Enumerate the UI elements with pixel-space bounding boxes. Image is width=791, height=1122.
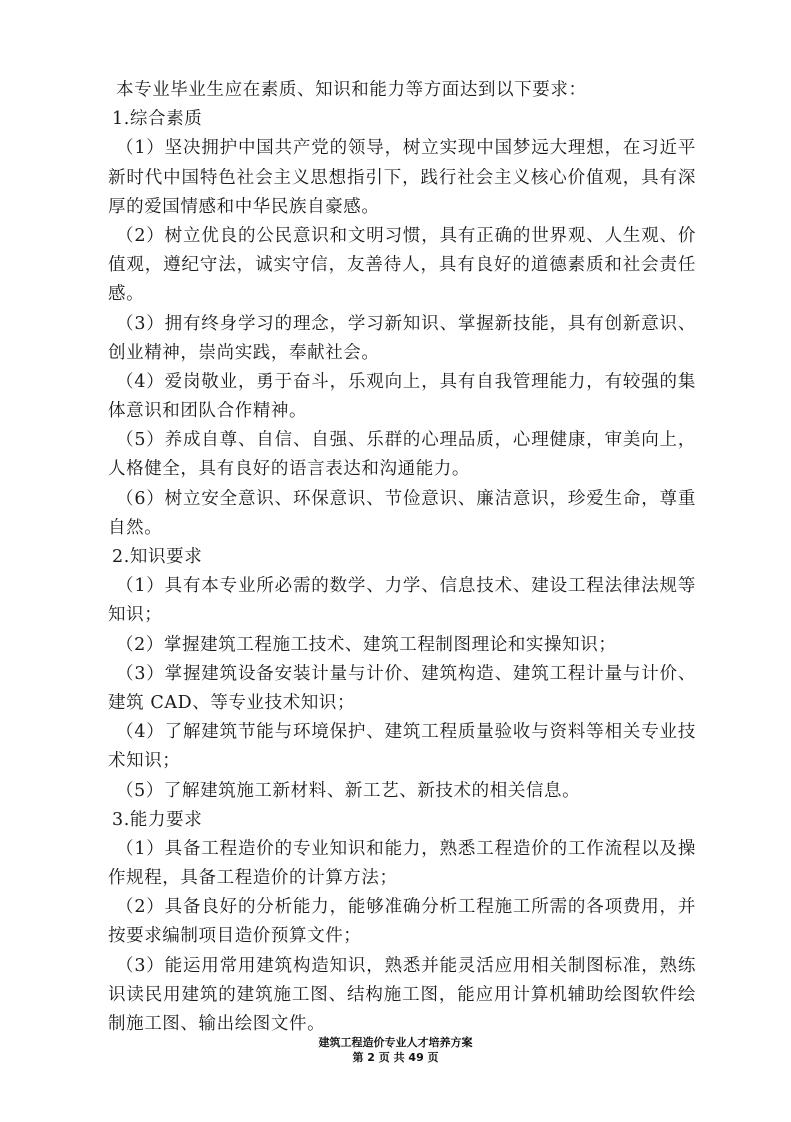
paragraph-line: 创业精神，崇尚实践，奉献社会。 — [108, 342, 380, 363]
paragraph-line: （3）能运用常用建筑构造知识，熟悉并能灵活应用相关制图标准，熟练 — [116, 955, 696, 976]
paragraph-line: 人格健全，具有良好的语言表达和沟通能力。 — [108, 459, 470, 480]
paragraph-line: （5）养成自尊、自信、自强、乐群的心理品质，心理健康，审美向上， — [116, 430, 696, 451]
section-heading: 1.综合素质 — [112, 109, 203, 130]
paragraph-line: 作规程，具备工程造价的计算方法； — [108, 868, 398, 889]
paragraph-line: （5）了解建筑施工新材料、新工艺、新技术的相关信息。 — [116, 780, 581, 801]
intro-line: 本专业毕业生应在素质、知识和能力等方面达到以下要求： — [116, 80, 587, 100]
paragraph-line: （4）了解建筑节能与环境保护、建筑工程质量验收与资料等相关专业技 — [116, 722, 696, 743]
paragraph-line: 按要求编制项目造价预算文件； — [108, 926, 362, 947]
paragraph-line: （2）具备良好的分析能力，能够准确分析工程施工所需的各项费用，并 — [116, 897, 696, 918]
paragraph-line: 建筑 CAD、等专业技术知识； — [108, 692, 356, 713]
paragraph-line: （3）掌握建筑设备安装计量与计价、建筑构造、建筑工程计量与计价、 — [116, 663, 696, 684]
paragraph-line: 厚的爱国情感和中华民族自豪感。 — [108, 196, 380, 217]
paragraph-line: （1）坚决拥护中国共产党的领导，树立实现中国梦远大理想，在习近平 — [116, 138, 696, 159]
paragraph-line: （1）具有本专业所必需的数学、力学、信息技术、建设工程法律法规等 — [116, 576, 696, 597]
paragraph-line: （2）掌握建筑工程施工技术、建筑工程制图理论和实操知识； — [116, 634, 617, 655]
paragraph-line: 术知识； — [108, 751, 181, 772]
paragraph-line: （4）爱岗敬业，勇于奋斗，乐观向上，具有自我管理能力，有较强的集 — [116, 371, 696, 392]
section-heading: 3.能力要求 — [112, 809, 203, 830]
paragraph-line: 识读民用建筑的建筑施工图、结构施工图，能应用计算机辅助绘图软件绘 — [108, 984, 696, 1005]
paragraph-line: 值观，遵纪守法，诚实守信，友善待人，具有良好的道德素质和社会责任 — [108, 255, 696, 276]
footer-page-number: 第 2 页 共 49 页 — [352, 1051, 439, 1064]
paragraph-line: 新时代中国特色社会主义思想指引下，践行社会主义核心价值观，具有深 — [108, 167, 696, 188]
document-body — [108, 76, 696, 1039]
paragraph-line: 体意识和团队合作精神。 — [108, 401, 308, 422]
section-heading: 2.知识要求 — [112, 547, 203, 567]
paragraph-line: （3）拥有终身学习的理念，学习新知识、掌握新技能，具有创新意识、 — [116, 313, 696, 334]
paragraph-line: （2）树立优良的公民意识和文明习惯，具有正确的世界观、人生观、价 — [116, 225, 696, 246]
paragraph-line: 知识； — [108, 605, 163, 626]
paragraph-line: （6）树立安全意识、环保意识、节俭意识、廉洁意识，珍爱生命，尊重 — [116, 488, 696, 509]
paragraph-line: 自然。 — [108, 517, 163, 538]
paragraph-line: 感。 — [108, 284, 145, 305]
footer-title: 建筑工程造价专业人才培养方案 — [318, 1036, 473, 1049]
paragraph-line: 制施工图、输出绘图文件。 — [108, 1014, 326, 1034]
paragraph-line: （1）具备工程造价的专业知识和能力，熟悉工程造价的工作流程以及操 — [116, 838, 696, 859]
